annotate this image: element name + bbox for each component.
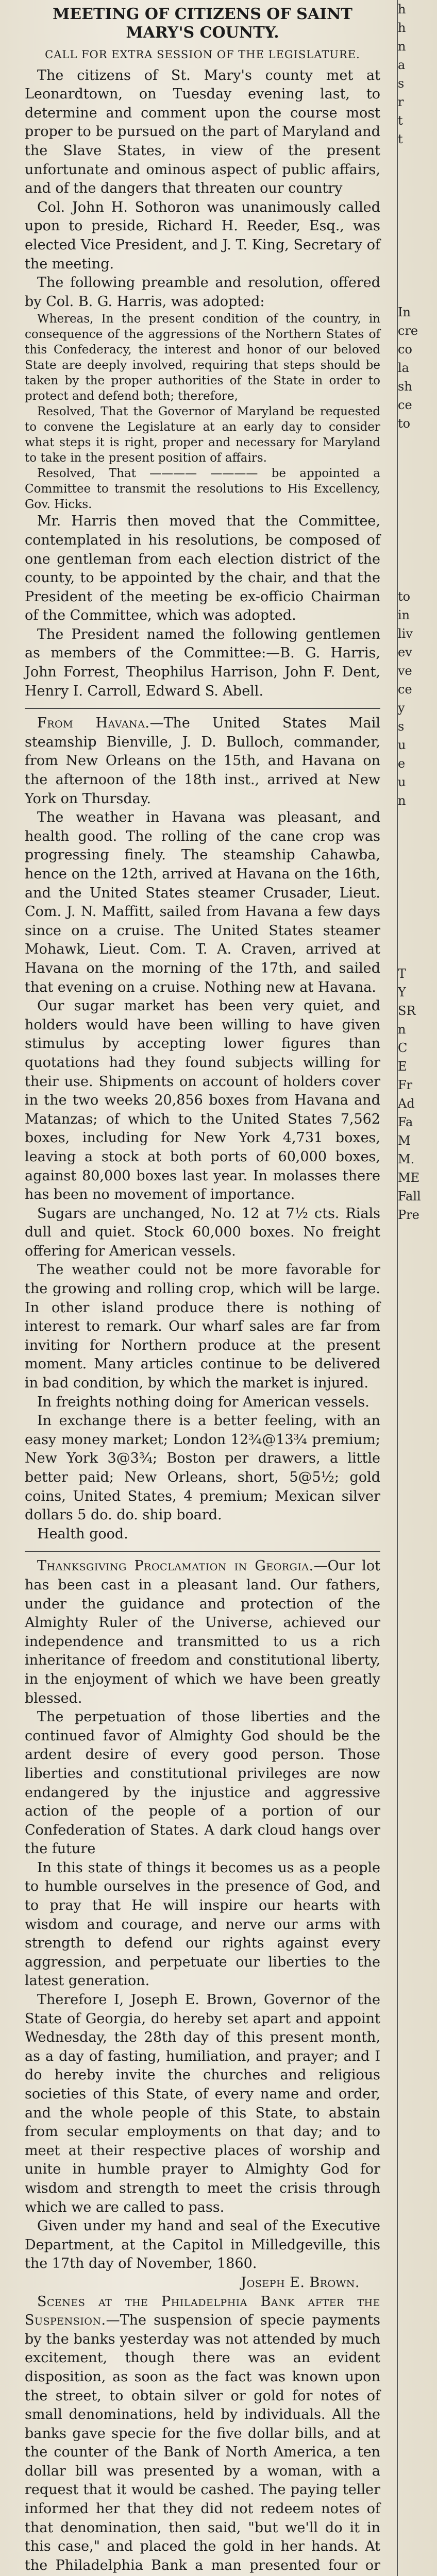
strip-line: T bbox=[398, 967, 407, 981]
paragraph: In exchange there is a better feeling, with an easy money market; London 12¾@13¾ premium; New York 3@3¾; Boston per drawers, a little better paid; New Orleans, short, 5@5½; gold coins, United States, 4 premium; Mexican silver dollars 5 do. do. ship board. bbox=[25, 1413, 380, 1523]
strip-group bbox=[398, 587, 437, 810]
article-havana bbox=[25, 714, 380, 1544]
paragraph: Mr. Harris then moved that the Committee, contemplated in his resolutions, be composed of one gentleman from each election district of the county, to be appointed by the chair, and that the President of the meeting be ex-officio Chairman of the Committee, which was adopted. bbox=[25, 513, 380, 624]
strip-line: ME bbox=[398, 1171, 420, 1185]
strip-line: s bbox=[398, 719, 405, 734]
strip-line: h bbox=[398, 2, 406, 16]
main-column bbox=[25, 5, 380, 2576]
paragraph: Given under my hand and seal of the Executive Department, at the Capitol in Milledgeville, this the 17th day of November, 1860. bbox=[25, 2218, 380, 2272]
strip-line: e bbox=[398, 756, 406, 771]
strip-line: Fr bbox=[398, 1078, 413, 1092]
strip-group bbox=[398, 964, 437, 1224]
strip-line: t bbox=[398, 132, 403, 146]
article-st-marys-meeting bbox=[25, 5, 380, 701]
strip-line: co bbox=[398, 342, 412, 357]
signature: Joseph E. Brown. bbox=[241, 2274, 360, 2291]
paragraph: Our sugar market has been very quiet, and holders would have been willing to have given stimulus by accepting lower figures than quotations had they found subjects willing for their use. Shipments on account of holders cover in the two weeks 20,856 boxes from Havana and Matanzas; of which to the United States 7,562 boxes, including for New York 4,731 boxes, leaving a stock at both ports of 60,000 boxes, against 80,000 boxes last year. In molasses there has been no movement of importance. bbox=[25, 998, 380, 1203]
paragraph: —The suspension of specie payments by the banks yesterday was not attended by much excitement, though there was an evident disposition, as soon as the fact was known upon the street, to obtain silver or gold for notes of small denominations, held by individuals. All the banks gave specie for the five dollar bills, and at the counter of the Bank of North America, a ten dollar bill was presented by a woman, with a request that it would be cashed. The paying teller informed her that they did not redeem notes of that denomination, then said, "but we'll do it in this case," and placed the gold in her hands. At the Philadelphia Bank a man presented four or bbox=[25, 2312, 380, 2573]
strip-line: t bbox=[398, 113, 403, 128]
strip-line: In bbox=[398, 305, 411, 319]
strip-line: ce bbox=[398, 682, 412, 697]
article-georgia-proclamation bbox=[25, 1557, 380, 2292]
strip-line: n bbox=[398, 793, 406, 808]
divider bbox=[25, 1551, 380, 1552]
strip-line: cre bbox=[398, 324, 418, 338]
strip-line: M. bbox=[398, 1152, 415, 1166]
headline: MEETING OF CITIZENS OF SAINT MARY'S COUNTY. bbox=[53, 5, 352, 42]
strip-line: n bbox=[398, 1022, 406, 1037]
strip-group bbox=[398, 303, 437, 433]
paragraph: The perpetuation of those liberties and the continued favor of Almighty God should be the ardent desire of every good person. Those liberties and constitutional privileges are now endangered by the injustice and aggressive action of the people of a portion of our Confederation of States. A dark cloud hangs over the future bbox=[25, 1709, 380, 1857]
paragraph: The citizens of St. Mary's county met at Leonardtown, on Tuesday evening last, to determine and comment upon the course most proper to be pursued on the part of Maryland and the Slave States, in view of the present unfortunate and ominous aspect of public affairs, and of the dangers that threaten our country bbox=[25, 67, 380, 197]
strip-line: ve bbox=[398, 664, 412, 678]
strip-line: Pre bbox=[398, 1208, 419, 1222]
paragraph: In freights nothing doing for American vessels. bbox=[37, 1394, 369, 1410]
divider bbox=[25, 708, 380, 709]
strip-line: in bbox=[398, 608, 410, 622]
strip-line: Fa bbox=[398, 1115, 413, 1129]
paragraph: The weather could not be more favorable for the growing and rolling crop, which will be large. In other island produce there is nothing of interest to remark. Our wharf sales are far from inviting for Northern produce at the present moment. Many articles continue to be delivered in bad condition, by which the market is injured. bbox=[25, 1262, 380, 1392]
strip-line: E bbox=[398, 1059, 407, 1074]
paragraph: —Our lot has been cast in a pleasant land. Our fathers, under the guidance and protection of the Almighty Ruler of the Universe, achieved our independence and transmitted to us a rich inheritance of freedom and constitutional liberty, in the enjoyment of which we have been greatly blessed. bbox=[25, 1558, 380, 1706]
article-lead: Scenes at the Philadelphia Bank after the Suspension. bbox=[25, 2293, 380, 2329]
strip-line: liv bbox=[398, 626, 413, 641]
strip-line: Ad bbox=[398, 1096, 415, 1111]
strip-line: SR bbox=[398, 1004, 416, 1018]
adjacent-column-fragment bbox=[397, 0, 437, 2576]
strip-line: sh bbox=[398, 379, 412, 394]
paragraph: Therefore I, Joseph E. Brown, Governor of the State of Georgia, do hereby set apart and appoint Wednesday, the 28th day of this present month, as a day of fasting, humiliation, and prayer; and I do hereby invite the churches and religious societies of this State, of every name and order, and the whole people of this State, to abstain from secular employments on that day; and to meet at their respective places of worship and unite in humble prayer to Almighty God for wisdom and strength to meet the crisis through which we are called to pass. bbox=[25, 1992, 380, 2215]
strip-line: n bbox=[398, 39, 406, 54]
strip-line: u bbox=[398, 775, 406, 789]
strip-line: Fall bbox=[398, 1189, 421, 1204]
paragraph: The President named the following gentlemen as members of the Committee:—B. G. Harris, John Forrest, Theophilus Harrison, John F. Dent, Henry I. Carroll, Edward S. Abell. bbox=[25, 626, 380, 699]
article-lead: From Havana. bbox=[37, 715, 150, 732]
paragraph: Col. John H. Sothoron was unanimously called upon to preside, Richard H. Reeder, Esq., was elected Vice President, and J. T. King, Secretary of the meeting. bbox=[25, 199, 380, 272]
subheadline: CALL FOR EXTRA SESSION OF THE LEGISLATURE. bbox=[45, 48, 360, 61]
strip-group bbox=[398, 0, 437, 148]
strip-line: to bbox=[398, 589, 411, 604]
strip-line: C bbox=[398, 1041, 408, 1055]
paragraph: In this state of things it becomes us as a people to humble ourselves in the presence of God, and to pray that He will inspire our hearts with wisdom and courage, and nerve our arms with strength to defend our rights against every aggression, and perpetuate our liberties to the latest generation. bbox=[25, 1859, 380, 1989]
paragraph: Sugars are unchanged, No. 12 at 7½ cts. Rials dull and quiet. Stock 60,000 boxes. No freight offering for American vessels. bbox=[25, 1205, 380, 1259]
paragraph: Health good. bbox=[37, 1526, 128, 1542]
resolution: Resolved, That ———— ———— be appointed a Committee to transmit the resolutions to His Excellency, Gov. Hicks. bbox=[25, 467, 380, 512]
paragraph: The following preamble and resolution, offered by Col. B. G. Harris, was adopted: bbox=[25, 275, 380, 310]
strip-line: to bbox=[398, 416, 411, 431]
whereas-clause: Whereas, In the present condition of the country, in consequence of the aggressions of the Northern States of this Confederacy, the interest and honor of our beloved State are deeply involved, requiring that steps should be taken by the proper authorities of the State in order to protect and defend both; therefore, bbox=[25, 312, 380, 403]
strip-line: Y bbox=[398, 985, 406, 999]
strip-line: y bbox=[398, 701, 405, 715]
strip-line: a bbox=[398, 58, 406, 72]
strip-line: u bbox=[398, 738, 406, 752]
strip-line: s bbox=[398, 76, 405, 91]
paragraph: —The United States Mail steamship Bienville, J. D. Bulloch, commander, from New Orleans on the 15th, and Havana on the afternoon of the 18th inst., arrived at New York on Thursday. bbox=[25, 715, 380, 807]
strip-line: M bbox=[398, 1133, 411, 1148]
strip-line: ev bbox=[398, 645, 412, 659]
article-lead: Thanksgiving Proclamation in Georgia. bbox=[37, 1558, 314, 1574]
strip-line: la bbox=[398, 361, 409, 375]
strip-line: ce bbox=[398, 398, 412, 412]
strip-line: h bbox=[398, 21, 406, 35]
paragraph: The weather in Havana was pleasant, and health good. The rolling of the cane crop was progressing finely. The steamship Cahawba, hence on the 12th, arrived at Havana on the 16th, and the United States steamer Crusader, Lieut. Com. J. N. Maffitt, sailed from Havana a few days since on a cruise. The United States steamer Mohawk, Lieut. Com. T. A. Craven, arrived at Havana on the morning of the 17th, and sailed that evening on a cruise. Nothing new at Havana. bbox=[25, 809, 380, 995]
article-philadelphia-bank bbox=[25, 2293, 380, 2576]
resolution: Resolved, That the Governor of Maryland be requested to convene the Legislature at an early day to consider what steps it is right, proper and necessary for Maryland to take in the present position of affairs. bbox=[25, 405, 380, 465]
strip-line: r bbox=[398, 95, 404, 109]
